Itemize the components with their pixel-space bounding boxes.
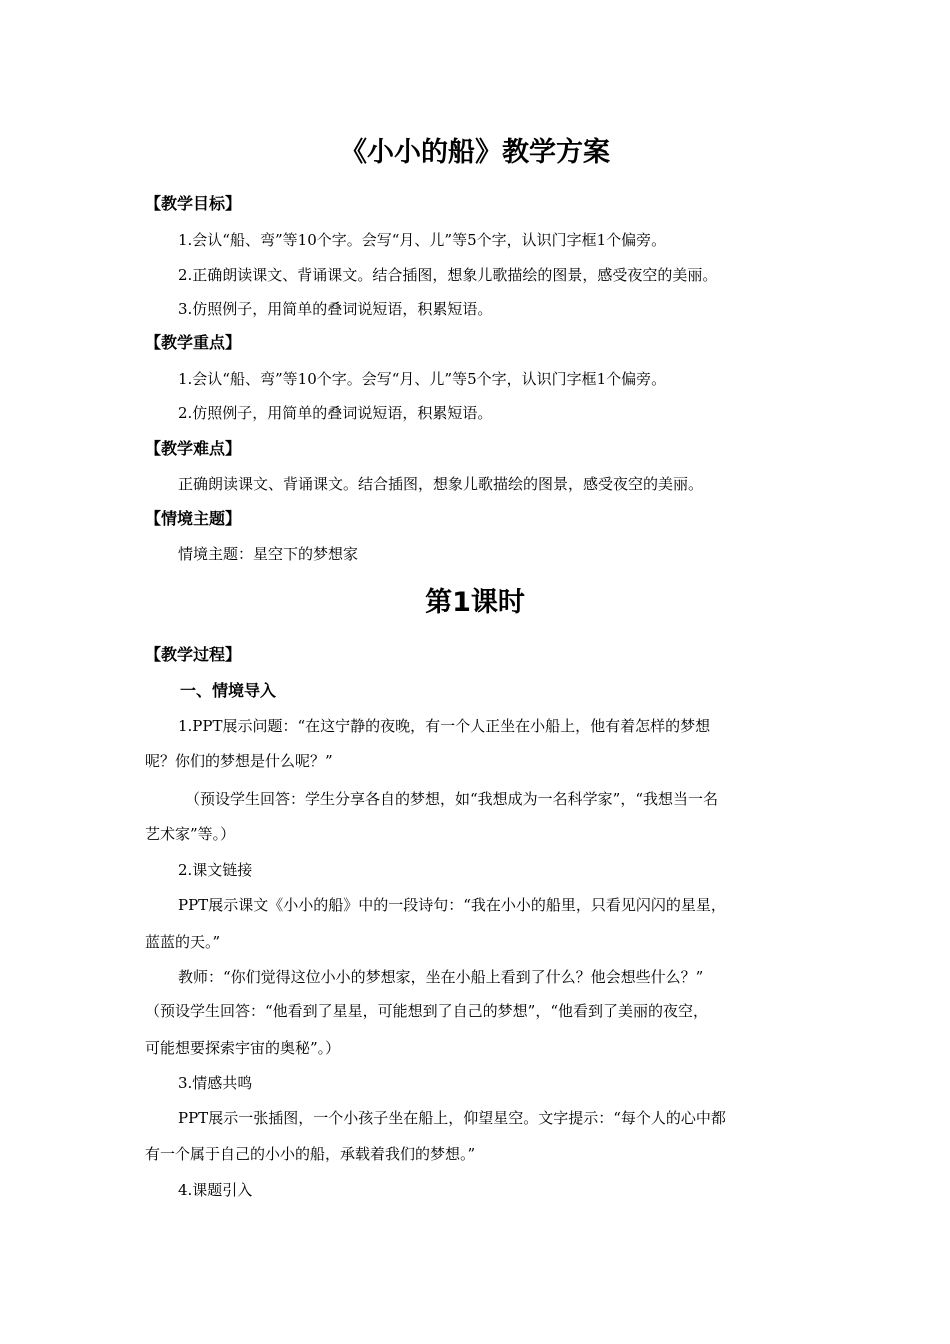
process-line: PPT展示课文《小小的船》中的一段诗句：“我在小小的船里，只看见闪闪的星星，: [178, 896, 726, 914]
theme-text: 情境主题：星空下的梦想家: [178, 545, 359, 563]
process-line: （预设学生回答：“他看到了星星，可能想到了自己的梦想”，“他看到了美丽的夜空，: [145, 1002, 709, 1020]
key-point-item: 1.会认“船、弯”等10个字。会写“月、儿”等5个字，认识门字框1个偏旁。: [178, 370, 667, 388]
process-line: 2.课文链接: [178, 861, 253, 879]
theme-heading: 【情境主题】: [145, 509, 242, 528]
process-line: （预设学生回答：学生分享各自的梦想，如“我想成为一名科学家”，“我想当一名: [185, 790, 719, 808]
objective-item: 3.仿照例子，用简单的叠词说短语，积累短语。: [178, 300, 493, 318]
document-title: 《小小的船》教学方案: [340, 137, 610, 168]
process-line: 呢？你们的梦想是什么呢？”: [145, 752, 333, 770]
objective-item: 2.正确朗读课文、背诵课文。结合插图，想象儿歌描绘的图景，感受夜空的美丽。: [178, 266, 718, 284]
difficulties-text: 正确朗读课文、背诵课文。结合插图，想象儿歌描绘的图景，感受夜空的美丽。: [178, 475, 704, 493]
process-line: 1.PPT展示问题：“在这宁静的夜晚，有一个人正坐在小船上，他有着怎样的梦想: [178, 717, 711, 735]
objectives-heading: 【教学目标】: [145, 194, 242, 213]
process-heading: 【教学过程】: [145, 645, 242, 664]
process-line: PPT展示一张插图，一个小孩子坐在船上，仰望星空。文字提示：“每个人的心中都: [178, 1109, 726, 1127]
objective-item: 1.会认“船、弯”等10个字。会写“月、儿”等5个字，认识门字框1个偏旁。: [178, 231, 667, 249]
process-line: 3.情感共鸣: [178, 1074, 253, 1092]
key-point-item: 2.仿照例子，用简单的叠词说短语，积累短语。: [178, 404, 493, 422]
process-line: 4.课题引入: [178, 1181, 253, 1199]
process-line: 艺术家”等。）: [145, 825, 236, 843]
process-line: 教师：“你们觉得这位小小的梦想家，坐在小船上看到了什么？他会想些什么？”: [178, 968, 704, 986]
process-line: 有一个属于自己的小小的船，承载着我们的梦想。”: [145, 1145, 476, 1163]
key-points-heading: 【教学重点】: [145, 333, 242, 352]
lesson-title: 第1课时: [425, 587, 525, 618]
section-heading: 一、情境导入: [180, 681, 277, 700]
process-line: 可能想要探索宇宙的奥秘”。）: [145, 1039, 341, 1057]
difficulties-heading: 【教学难点】: [145, 439, 242, 458]
process-line: 蓝蓝的天。”: [145, 933, 221, 951]
